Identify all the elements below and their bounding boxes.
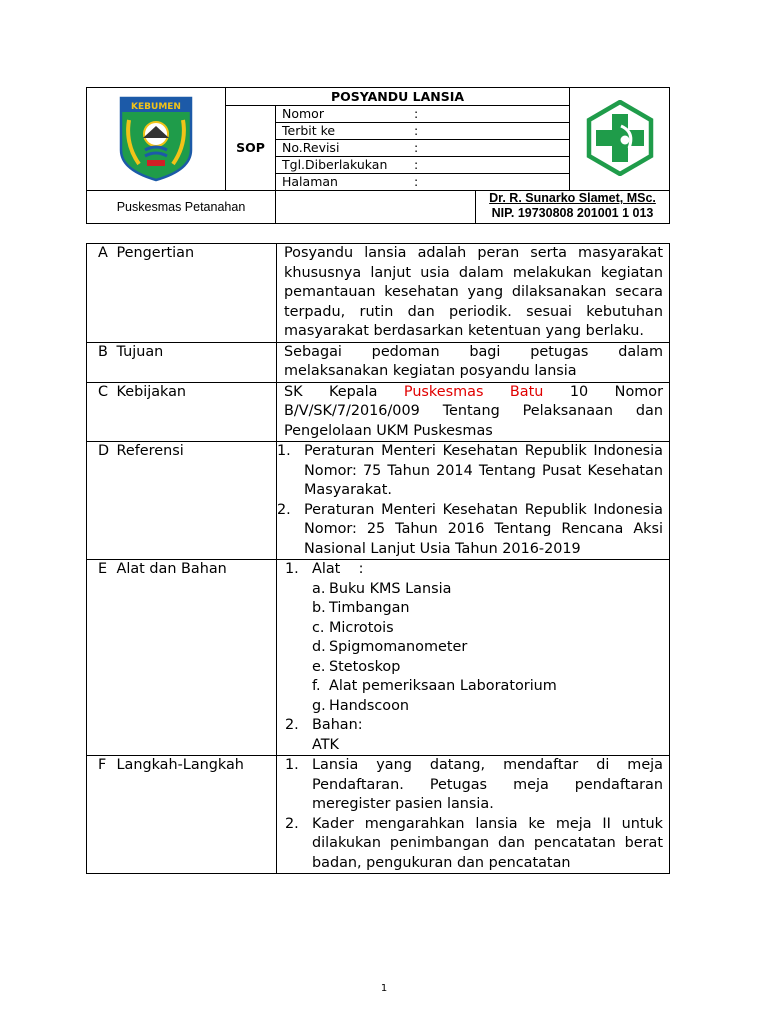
tool-item: d. Spigmomanometer [312, 639, 468, 655]
sop-header-table [86, 87, 670, 224]
section-label: Tujuan [116, 342, 277, 382]
puskesmas-cross-logo-icon [585, 100, 655, 176]
section-label: Langkah-Langkah [116, 756, 277, 874]
section-tujuan [87, 342, 670, 382]
signer-nip: NIP. 19730808 201001 1 013 [491, 206, 654, 220]
tool-item: c. Microtois [312, 619, 394, 636]
section-label: Referensi [116, 442, 277, 560]
section-referensi [87, 442, 670, 560]
kebumen-emblem-icon [117, 94, 195, 182]
signer-name: Dr. R. Sunarko Slamet, MSc. [489, 191, 656, 205]
section-text [277, 756, 670, 874]
sop-content-table [86, 243, 670, 874]
section-text: Sebagai pedoman bagi petugas dalam melaksanakan kegiatan posyandu lansia [277, 342, 670, 382]
meta-no-revisi: No.Revisi : [276, 140, 570, 157]
blank-cell [276, 191, 476, 224]
sop-label: SOP [226, 106, 276, 191]
puskesmas-logo-cell [570, 88, 670, 191]
highlighted-puskesmas: Puskesmas Batu [403, 383, 544, 400]
puskesmas-name: Puskesmas Petanahan [87, 191, 276, 224]
section-letter: D [87, 442, 116, 560]
section-label: Kebijakan [116, 382, 277, 442]
section-pengertian [87, 244, 670, 343]
meta-halaman: Halaman : [276, 174, 570, 191]
page-number: 1 [380, 983, 388, 994]
list-item: 1. Lansia yang datang, mendaftar di meja Pendaftaran. Petugas meja pendaftaran meregister pasien lansia. [285, 757, 663, 812]
meta-tgl-diberlakukan: Tgl.Diberlakukan : [276, 157, 570, 174]
tool-item: b. Timbangan [312, 600, 410, 616]
section-label: Alat dan Bahan [116, 560, 277, 756]
kebumen-logo-cell [87, 88, 226, 191]
list-item: 2. Peraturan Menteri Kesehatan Republik Indonesia Nomor: 25 Tahun 2016 Tentang Rencana Aksi Nasional Lanjut Usia Tahun 2016-2019 [277, 501, 663, 557]
section-letter: A [87, 244, 116, 343]
section-letter: E [87, 560, 116, 756]
tool-item: g. Handscoon [312, 697, 410, 714]
section-alat-dan-bahan [87, 560, 670, 756]
svg-text:KEBUMEN: KEBUMEN [131, 101, 181, 112]
tool-item: e. Stetoskop [312, 658, 401, 675]
list-item: 2. Bahan: ATK [285, 717, 363, 753]
list-item: 1. Alat : a. Buku KMS Lansia b. Timbangan c. Microtois d. Spigmomanometer e. Stetoskop f. Alat pemeriksaan Laboratorium g. Handscoon [277, 560, 663, 716]
section-text [277, 442, 670, 560]
section-letter: C [87, 382, 116, 442]
meta-nomor: Nomor : [276, 106, 570, 123]
section-letter: B [87, 342, 116, 382]
section-label: Pengertian [116, 244, 277, 343]
section-text: SK Kepala Puskesmas Batu 10 Nomor B/V/SK/7/2016/009 Tentang Pelaksanaan dan Pengelolaan UKM Puskesmas [277, 382, 670, 442]
section-text: Posyandu lansia adalah peran serta masyarakat khususnya lanjut usia dalam melakukan kegiatan pemantauan kesehatan yang dilaksanakan secara terpadu, rutin dan periodik. sesuai kebutuhan masyarakat berdasarkan ketentuan yang berlaku. [277, 244, 670, 343]
tool-item: a. Buku KMS Lansia [312, 580, 452, 597]
document-title: POSYANDU LANSIA [226, 88, 570, 106]
section-text [277, 560, 670, 756]
section-kebijakan [87, 382, 670, 442]
meta-terbit-ke: Terbit ke : [276, 123, 570, 140]
section-langkah-langkah [87, 756, 670, 874]
list-item: 1. Peraturan Menteri Kesehatan Republik Indonesia Nomor: 75 Tahun 2014 Tentang Pusat Kesehatan Masyarakat. [277, 443, 663, 498]
list-item: 2. Kader mengarahkan lansia ke meja II untuk dilakukan penimbangan dan pencatatan berat badan, pengukuran dan pencatatan [285, 815, 663, 871]
section-letter: F [87, 756, 116, 874]
tool-item: f. Alat pemeriksaan Laboratorium [312, 678, 557, 694]
signature-block [476, 191, 670, 224]
